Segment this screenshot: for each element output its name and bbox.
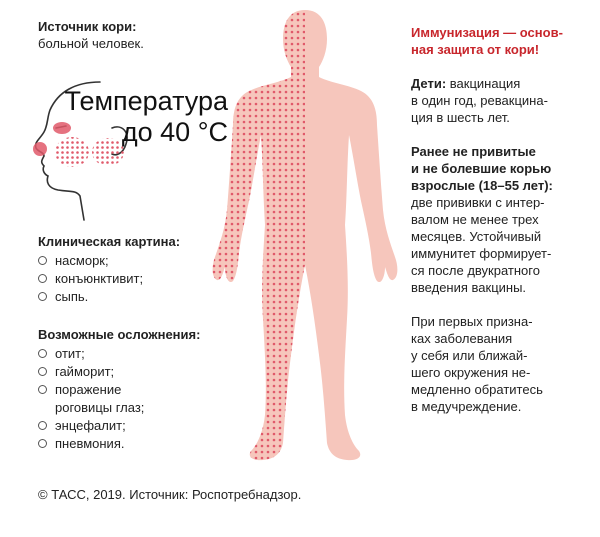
clinical-title: Клиническая картина: bbox=[38, 234, 181, 249]
list-item: гайморит; bbox=[38, 363, 238, 381]
source-text: больной человек. bbox=[38, 36, 144, 51]
children-line-2: в один год, ревакцина- bbox=[411, 93, 548, 108]
advice-line-1: При первых призна- bbox=[411, 314, 533, 329]
complications-block bbox=[38, 326, 238, 453]
adults-text-4: иммунитет формирует- bbox=[411, 246, 552, 261]
bullet-circle-icon bbox=[38, 367, 47, 376]
advice-line-3: у себя или ближай- bbox=[411, 348, 528, 363]
immunization-block bbox=[411, 24, 591, 415]
bullet-circle-icon bbox=[38, 292, 47, 301]
bullet-circle-icon bbox=[38, 385, 47, 394]
list-item: пневмония. bbox=[38, 435, 238, 453]
adults-text-3: месяцев. Устойчивый bbox=[411, 229, 542, 244]
list-item: энцефалит; bbox=[38, 417, 238, 435]
adults-line-2: и не болевшие корью bbox=[411, 161, 552, 176]
list-item: конъюнктивит; bbox=[38, 270, 238, 288]
clinical-list bbox=[38, 252, 238, 306]
clinical-block bbox=[38, 233, 238, 306]
immunization-heading-line-2: ная защита от кори! bbox=[411, 42, 540, 57]
advice-line-6: в медучреждение. bbox=[411, 399, 522, 414]
list-item: поражение bbox=[38, 381, 238, 399]
bullet-circle-icon bbox=[38, 421, 47, 430]
bullet-circle-icon bbox=[38, 274, 47, 283]
temperature-label bbox=[62, 86, 228, 148]
immunization-heading-line-1: Иммунизация — основ- bbox=[411, 25, 563, 40]
list-item: отит; bbox=[38, 345, 238, 363]
list-item-continuation: роговицы глаз; bbox=[55, 400, 145, 415]
adults-text-2: валом не менее трех bbox=[411, 212, 539, 227]
source-block bbox=[38, 18, 144, 52]
red-nose-spot bbox=[33, 142, 47, 156]
list-item: сыпь. bbox=[38, 288, 238, 306]
footer-credit: © ТАСС, 2019. Источник: Роспотребнадзор. bbox=[38, 487, 302, 502]
advice-line-4: шего окружения не- bbox=[411, 365, 531, 380]
advice-line-2: ках заболевания bbox=[411, 331, 513, 346]
advice-line-5: медленно обратитесь bbox=[411, 382, 543, 397]
list-item: насморк; bbox=[38, 252, 238, 270]
complications-title: Возможные осложнения: bbox=[38, 327, 201, 342]
adults-line-3: взрослые (18–55 лет): bbox=[411, 178, 553, 193]
adults-line-1: Ранее не привитые bbox=[411, 144, 536, 159]
adults-text-5: ся после двукратного bbox=[411, 263, 540, 278]
children-line-1: Дети: вакцинация bbox=[411, 76, 521, 91]
temperature-line-2: до 40 °С bbox=[121, 117, 228, 147]
adults-text-6: введения вакцины. bbox=[411, 280, 527, 295]
bullet-circle-icon bbox=[38, 256, 47, 265]
bullet-circle-icon bbox=[38, 349, 47, 358]
temperature-line-1: Температура bbox=[64, 86, 228, 116]
bullet-circle-icon bbox=[38, 439, 47, 448]
adults-text-1: две прививки с интер- bbox=[411, 195, 545, 210]
children-line-3: ция в шесть лет. bbox=[411, 110, 510, 125]
complications-list bbox=[38, 345, 238, 453]
source-title: Источник кори: bbox=[38, 19, 137, 34]
